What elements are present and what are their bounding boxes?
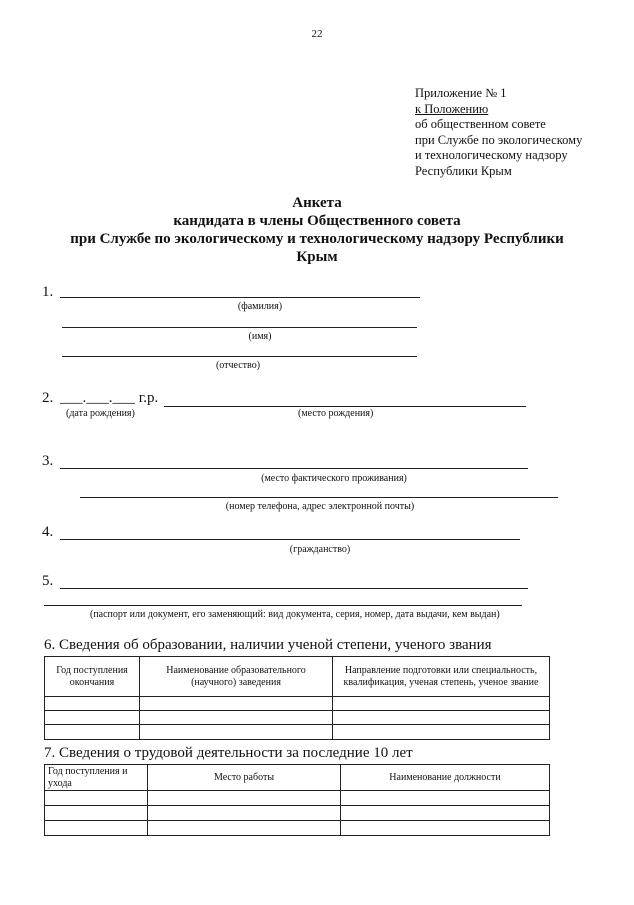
residence-field[interactable] — [60, 468, 528, 469]
table-cell[interactable] — [333, 711, 550, 725]
surname-caption: (фамилия) — [237, 301, 283, 312]
contact-caption: (номер телефона, адрес электронной почты) — [225, 501, 415, 512]
page-number: 22 — [311, 28, 323, 40]
table-row — [45, 821, 550, 836]
item-3-number: 3. — [42, 453, 54, 469]
title-line: Анкета — [292, 195, 342, 211]
surname-field[interactable] — [60, 297, 420, 298]
education-table — [44, 656, 550, 740]
contact-field[interactable] — [80, 497, 558, 498]
table-cell[interactable] — [333, 697, 550, 711]
birth-place-field[interactable] — [164, 406, 526, 407]
employment-col-position: Наименование должности — [341, 765, 550, 791]
item-2-number: 2. — [42, 390, 54, 406]
table-cell[interactable] — [140, 725, 333, 740]
education-col-specialty: Направление подготовки или специальность, квалификация, ученая степень, ученое звание — [333, 657, 550, 697]
name-caption: (имя) — [248, 331, 272, 342]
table-cell[interactable] — [341, 791, 550, 806]
document-title — [40, 194, 594, 266]
table-cell[interactable] — [45, 806, 148, 821]
table-cell[interactable] — [140, 697, 333, 711]
appendix-line: Приложение № 1 — [415, 86, 507, 100]
table-cell[interactable] — [140, 711, 333, 725]
name-field[interactable] — [62, 327, 417, 328]
employment-col-years: Год поступления и ухода — [45, 765, 148, 791]
passport-field[interactable] — [60, 588, 528, 589]
table-cell[interactable] — [45, 697, 140, 711]
patronymic-field[interactable] — [62, 356, 417, 357]
appendix-line: при Службе по экологическому — [415, 132, 583, 147]
table-cell[interactable] — [45, 711, 140, 725]
table-cell[interactable] — [148, 806, 341, 821]
patronymic-caption: (отчество) — [215, 360, 261, 371]
appendix-line: об общественном совете — [415, 117, 546, 131]
citizenship-caption: (гражданство) — [289, 544, 351, 555]
table-cell[interactable] — [333, 725, 550, 740]
title-line: кандидата в члены Общественного совета — [173, 213, 461, 229]
item-5-number: 5. — [42, 573, 54, 589]
table-cell[interactable] — [148, 791, 341, 806]
table-cell[interactable] — [341, 821, 550, 836]
item-1-number: 1. — [42, 284, 54, 300]
residence-caption: (место фактического проживания) — [261, 473, 407, 484]
table-row — [45, 725, 550, 740]
birth-date-caption: (дата рождения) — [66, 408, 135, 419]
table-row — [45, 806, 550, 821]
education-col-year: Год поступления окончания — [45, 657, 140, 697]
table-cell[interactable] — [45, 791, 148, 806]
passport-field-2[interactable] — [44, 605, 522, 606]
birth-place-caption: (место рождения) — [298, 408, 374, 419]
table-cell[interactable] — [45, 821, 148, 836]
table-cell[interactable] — [341, 806, 550, 821]
table-cell[interactable] — [148, 821, 341, 836]
passport-caption: (паспорт или документ, его заменяющий: вид документа, серия, номер, дата выдачи, кем выдан) — [90, 609, 500, 620]
section-7-heading: 7. Сведения о трудовой деятельности за последние 10 лет — [44, 745, 413, 761]
section-6-heading: 6. Сведения об образовании, наличии ученой степени, ученого звания — [44, 637, 492, 653]
citizenship-field[interactable] — [60, 539, 520, 540]
education-col-institution: Наименование образовательного (научного) заведения — [140, 657, 333, 697]
table-cell[interactable] — [45, 725, 140, 740]
birth-date-field[interactable]: ___.___.___ г.р. — [60, 390, 159, 406]
table-row — [45, 697, 550, 711]
item-4-number: 4. — [42, 524, 54, 540]
title-line: Крым — [296, 249, 338, 265]
employment-table — [44, 764, 550, 836]
appendix-line: Республики Крым — [415, 163, 512, 178]
table-row — [45, 711, 550, 725]
appendix-block — [415, 86, 625, 179]
employment-col-workplace: Место работы — [148, 765, 341, 791]
appendix-line: к Положению — [415, 101, 489, 116]
appendix-line: и технологическому надзору — [415, 148, 568, 162]
title-line: при Службе по экологическому и технологическому надзору Республики — [70, 231, 564, 247]
table-row — [45, 791, 550, 806]
